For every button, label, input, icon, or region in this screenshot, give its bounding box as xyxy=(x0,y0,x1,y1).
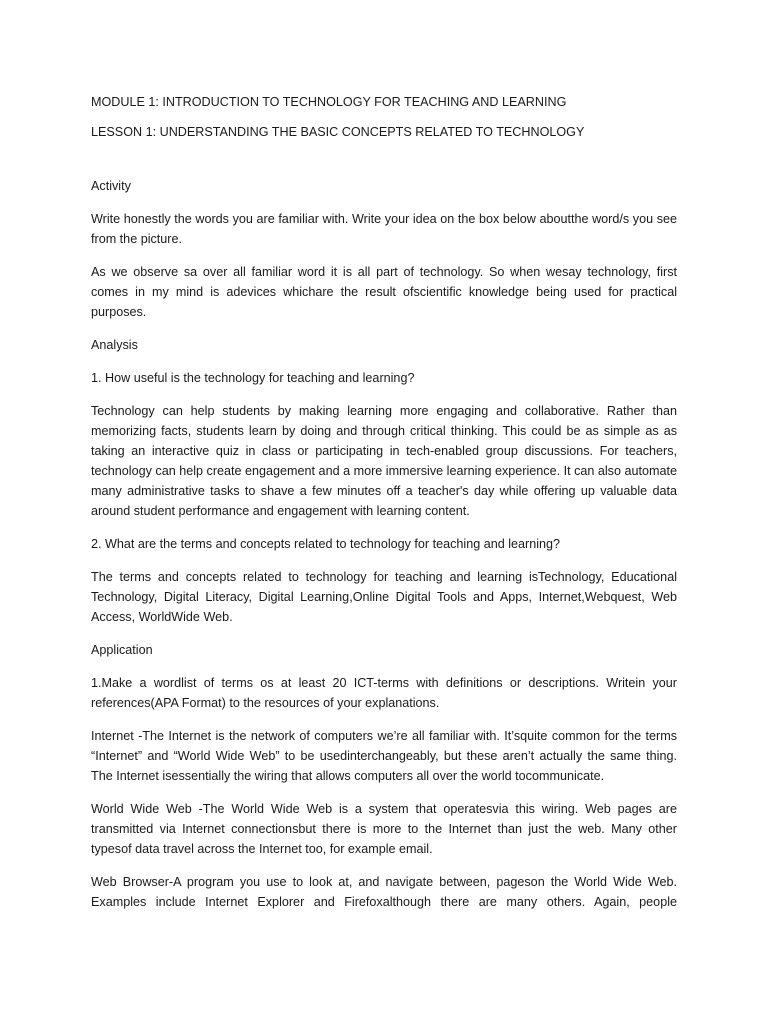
activity-instruction: Write honestly the words you are familiar with. Write your idea on the box below aboutthe word/s you see from the picture. xyxy=(91,212,677,246)
application-heading: Application xyxy=(91,643,153,657)
application-instruction: 1.Make a wordlist of terms os at least 20 ICT-terms with definitions or descriptions. Writein your references(APA Format) to the resources of your explanations. xyxy=(91,676,677,710)
analysis-answer-2: The terms and concepts related to technology for teaching and learning isTechnology, Educational Technology, Digital Literacy, Digital Learning,Online Digital Tools and Apps, Internet,Webquest, Web Access, WorldWide Web. xyxy=(91,570,677,624)
term-web-browser: Web Browser-A program you use to look at, and navigate between, pageson the World Wide Web. Examples include Internet Explorer and Firefoxalthough there are many others. Again, people xyxy=(91,875,677,909)
analysis-question-1: 1. How useful is the technology for teaching and learning? xyxy=(91,371,415,385)
spacer xyxy=(91,142,677,176)
lesson-title: LESSON 1: UNDERSTANDING THE BASIC CONCEPTS RELATED TO TECHNOLOGY xyxy=(91,125,585,139)
module-title: MODULE 1: INTRODUCTION TO TECHNOLOGY FOR TEACHING AND LEARNING xyxy=(91,95,567,109)
activity-answer: As we observe sa over all familiar word it is all part of technology. So when wesay technology, first comes in my mind is adevices whichare the result ofscientific knowledge being used for practical purposes. xyxy=(91,265,677,319)
analysis-question-2: 2. What are the terms and concepts related to technology for teaching and learning? xyxy=(91,537,561,551)
activity-heading: Activity xyxy=(91,179,131,193)
analysis-answer-1: Technology can help students by making learning more engaging and collaborative. Rather than memorizing facts, students learn by doing and through critical thinking. This could be as simple as as taking an interactive quiz in class or participating in tech-enabled group discussions. For teachers, technology can help create engagement and a more immersive learning experience. It can also automate many administrative tasks to shave a few minutes off a teacher's day while offering up valuable data around student performance and engagement with learning content. xyxy=(91,404,677,518)
term-world-wide-web: World Wide Web -The World Wide Web is a system that operatesvia this wiring. Web pages are transmitted via Internet connectionsbut there is more to the Internet than just the web. Many other typesof data travel across the Internet too, for example email. xyxy=(91,802,677,856)
term-internet: Internet -The Internet is the network of computers we’re all familiar with. It’squite common for the terms “Internet” and “World Wide Web” to be usedinterchangeably, but these aren’t actually the same thing. The Internet isessentially the wiring that allows computers all over the world tocommunicate. xyxy=(91,729,677,783)
analysis-heading: Analysis xyxy=(91,338,138,352)
document-body xyxy=(91,92,677,912)
